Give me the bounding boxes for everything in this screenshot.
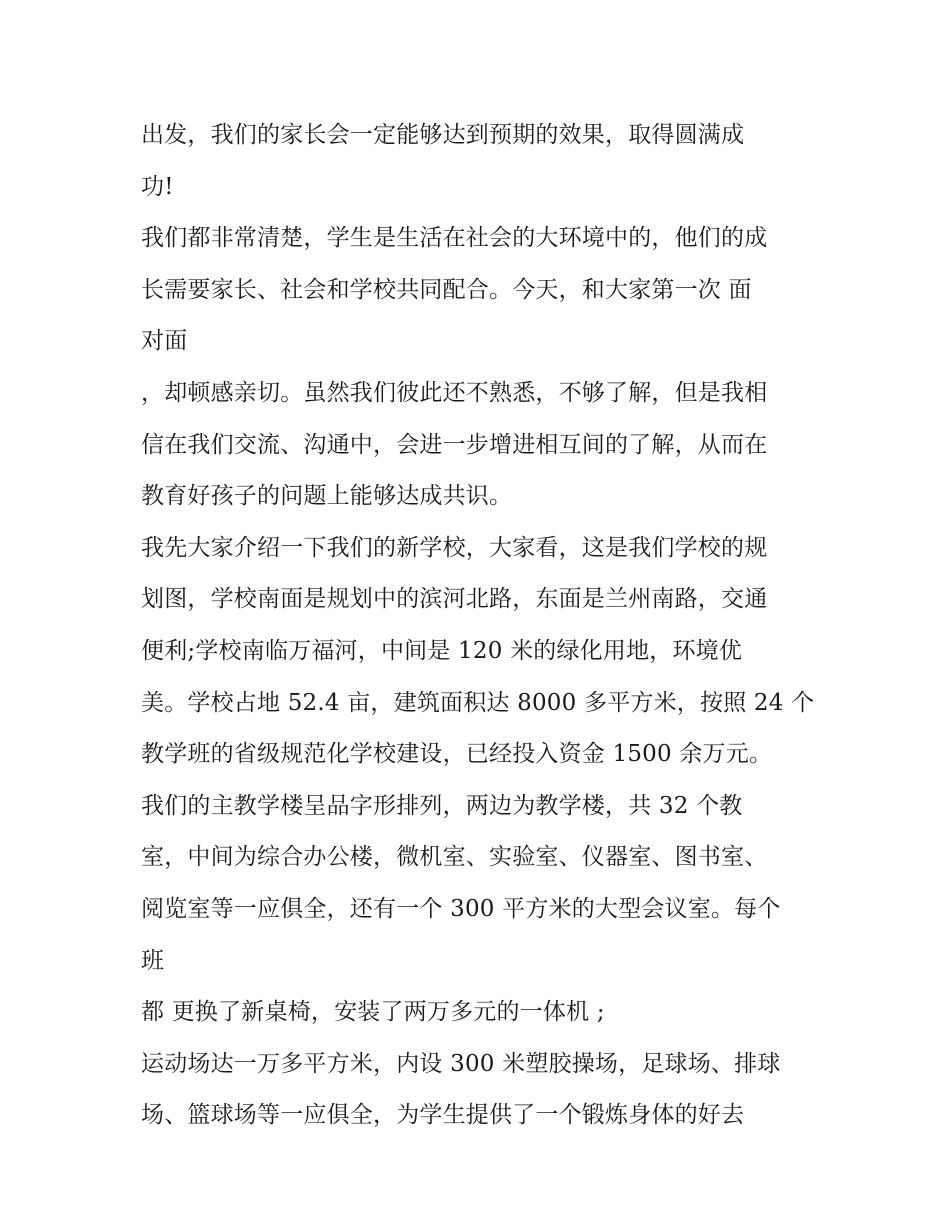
text-line: 班 [141,947,165,974]
text-line: 教学班的省级规范化学校建设，已经投入资金 1500 余万元。 [141,741,773,768]
text-line: 功! [141,173,174,200]
text-line: 教育好孩子的问题上能够达成共识。 [141,483,513,510]
text-line: 划图，学校南面是规划中的滨河北路，东面是兰州南路，交通 [141,586,768,613]
text-line: ，却顿感亲切。虽然我们彼此还不熟悉，不够了解，但是我相 [141,379,768,406]
text-line: 阅览室等一应俱全，还有一个 300 平方米的大型会议室。每个 [141,895,781,922]
text-line: 便利;学校南临万福河，中间是 120 米的绿化用地，环境优 [141,637,743,664]
text-line: 长需要家长、社会和学校共同配合。今天，和大家第一次 面 [141,276,752,303]
document-body [141,110,821,1142]
text-line: 都 更换了新桌椅，安装了两万多元的一体机 ; [141,999,605,1026]
text-line: 室，中间为综合办公楼，微机室、实验室、仪器室、图书室、 [141,844,768,871]
text-line: 我们的主教学楼呈品字形排列，两边为教学楼，共 32 个教 [141,792,743,819]
text-line: 场、篮球场等一应俱全，为学生提供了一个锻炼身体的好去 [141,1102,745,1129]
text-line: 对面 [141,328,188,355]
text-line: 我先大家介绍一下我们的新学校，大家看，这是我们学校的规 [141,534,768,561]
text-line: 出发，我们的家长会一定能够达到预期的效果，取得圆满成 [141,122,745,148]
text-line: 我们都非常清楚，学生是生活在社会的大环境中的，他们的成 [141,225,768,252]
text-line: 信在我们交流、沟通中，会进一步增进相互间的了解，从而在 [141,431,768,458]
text-line: 运动场达一万多平方米，内设 300 米塑胶操场，足球场、排球 [141,1050,781,1077]
text-line: 美。学校占地 52.4 亩，建筑面积达 8000 多平方米，按照 24 个 [141,689,815,716]
